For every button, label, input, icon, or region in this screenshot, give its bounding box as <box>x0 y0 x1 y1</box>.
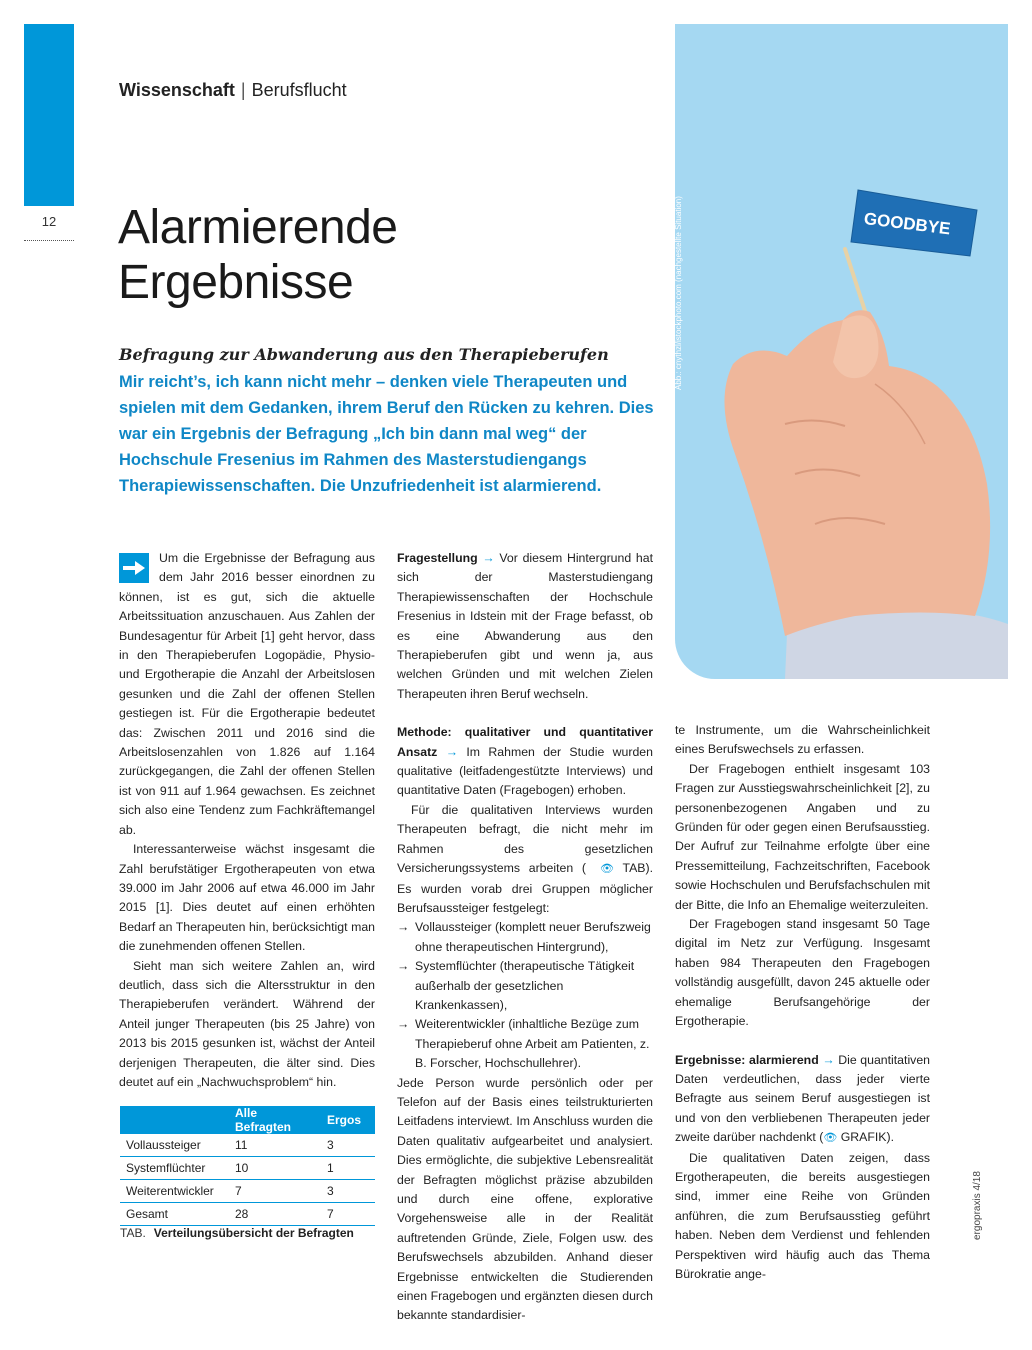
table-cell: 7 <box>321 1203 375 1226</box>
article-column-2 <box>397 549 653 1326</box>
paragraph: Der Fragebogen enthielt insgesamt 103 Fragen zur Ausstiegswahrscheinlichkeit [2], zu personenbezogenen Angaben und zu Gründen für oder gegen einen Berufsausstieg. Der Aufruf zur Teilnahme erfolgte über eine Pressemitteilung, Fachzeitschriften, Facebook sowie Hochschulen und Berufsfachschulen mit der Bitte, die Info an Ehemalige weiterzuleiten. <box>675 761 930 912</box>
section-topic: Berufsflucht <box>251 80 347 100</box>
section-rubric <box>119 80 347 101</box>
arrow-right-icon: → <box>822 1052 835 1067</box>
flag-text: GOODBYE <box>862 209 952 239</box>
section-text: Im Rahmen der Studie wurden qualitative (leitfadengestützte Interviews) und quantitative Daten (Fragebogen) erhoben. <box>397 744 653 798</box>
arrow-right-icon: → <box>445 744 458 759</box>
table-cell: Vollaussteiger <box>120 1134 229 1157</box>
table-cell: Systemflüchter <box>120 1157 229 1180</box>
table-row <box>120 1134 375 1157</box>
table-cell: 1 <box>321 1157 375 1180</box>
arrow-right-icon: → <box>482 551 495 565</box>
headline-line-2: Ergebnisse <box>118 256 354 309</box>
paragraph <box>397 801 653 918</box>
article-subtitle: Befragung zur Abwanderung aus den Therapieberufen <box>119 345 609 364</box>
bullet-arrow: → <box>397 920 410 935</box>
table-cell: 28 <box>229 1203 321 1226</box>
table-cell: 3 <box>321 1134 375 1157</box>
table-cell: Weiterentwickler <box>120 1180 229 1203</box>
headline-line-1: Alarmierende <box>118 201 398 254</box>
paragraph: Um die Ergebnisse der Befragung aus dem Jahr 2016 besser einordnen zu können, ist es gut, sich die aktuelle Arbeitssituation anzuschauen. Aus Zahlen der Bundesagentur für Arbeit [1] geht hervor, dass in den Therapieberufen Logopädie, Physio- und Ergotherapie die Anzahl der Arbeitslosen gesunken und die Zahl der offenen Stellen gestiegen ist. Für die Ergotherapie bedeutet das: Zwischen 2011 und 2016 sind die Arbeitslosenzahlen von 1.826 auf 1.164 zurückgegangen, die Zahl der offenen Stellen ist von 911 auf 1.964 gewachsen. Es zeichnet sich also eine Tendenz zum Fachkräftemangel ab. <box>119 551 375 837</box>
table-cell: 3 <box>321 1180 375 1203</box>
rubric-separator: | <box>240 80 246 100</box>
graphic-reference[interactable]: GRAFIK <box>840 1130 887 1145</box>
article-headline <box>118 200 397 310</box>
paragraph: Interessanterweise wächst insgesamt die Zahl berufstätiger Ergotherapeuten von etwa 39.000 im Jahr 2006 auf etwa 46.000 im Jahr 2015 [1]. Dies deutet auf einen erhöhten Bedarf an Therapeuten hin, berücksichtigt man die zunehmenden offenen Stellen. <box>119 842 375 954</box>
paragraph: te Instrumente, um die Wahrscheinlichkeit eines Berufswechsels zu erfassen. <box>675 723 930 757</box>
page-number-divider <box>24 240 74 241</box>
table-header-cell: Alle Befragten <box>229 1106 321 1134</box>
section-name: Wissenschaft <box>119 80 235 100</box>
section-fragestellung <box>397 549 653 704</box>
bullet-arrow: → <box>397 959 410 974</box>
article-column-1 <box>119 549 375 1092</box>
table-header-cell: Ergos <box>321 1106 375 1134</box>
table-header-row <box>120 1106 375 1134</box>
hero-image <box>675 24 1008 679</box>
list-item <box>397 918 653 957</box>
section-text: Vor diesem Hintergrund hat sich der Masterstudiengang Therapiewissenschaften der Hochschule Fresenius in Idstein mit der Frage befasst, ob es eine Abwanderung aus den Therapieberufen gibt und wenn ja, aus welchen Gründen und mit welchen Zielen Therapeuten ihren Beruf wechseln. <box>397 551 654 701</box>
distribution-table <box>120 1106 375 1226</box>
paragraph-text: Für die qualitativen Interviews wurden Therapeuten befragt, die nicht mehr im Rahmen des gesetzlichen Versicherungssystems arbeiten ( <box>397 802 653 876</box>
list-item <box>397 957 653 1015</box>
section-color-bar <box>24 24 74 206</box>
paragraph: Sieht man sich weitere Zahlen an, wird deutlich, dass sich die Altersstruktur in den Therapieberufen verändert. Während der Anteil junger Therapeuten (bis 25 Jahre) von 2013 bis 2015 gesunken ist, wächst der Anteil derjenigen Therapeuten, die älter sind. Dies deutet auf ein „Nachwuchsproblem“ hin. <box>119 958 375 1089</box>
paragraph: Die qualitativen Daten zeigen, dass Ergotherapeuten, die bereits ausgestiegen sind, immer eine Reihe von Gründen anführen, die zum Berufsausstieg geführt haben. Neben dem Verdienst und fehlenden Perspektiven wird häufig auch das Thema Bürokratie ange- <box>675 1150 930 1281</box>
table-cell: Gesamt <box>120 1203 229 1226</box>
table-row <box>120 1157 375 1180</box>
arrow-right-icon <box>119 553 149 583</box>
table-cell: 10 <box>229 1157 321 1180</box>
table-reference[interactable]: TAB <box>622 861 646 876</box>
paragraph: Jede Person wurde persönlich oder per Telefon auf der Basis eines teilstrukturierten Leitfadens interviewt. Im Anschluss wurden die Daten qualitativ aufgearbeitet und analysiert. Dies ermöglichte, die subjektive Lebensrealität der Befragten möglichst präzise abzubilden und durch eine offene, explorative Vorgehensweise alle in der Realität auftretenden Gründe, Ziele, Folgen usw. des Berufswechsels abzubilden. Anhand dieser Ergebnisse entwickelten die Studierenden einen Fragebogen und ergänzten diesen durch bekannte standardisier- <box>397 1075 653 1323</box>
section-methode <box>397 723 653 801</box>
section-ergebnisse <box>675 1051 930 1149</box>
table-row <box>120 1203 375 1226</box>
image-credit <box>674 196 684 400</box>
caption-tag: TAB. <box>120 1226 146 1240</box>
hand-holding-flag-illustration <box>675 24 1008 679</box>
article-column-3 <box>675 721 930 1284</box>
section-text: Die quantitativen Daten verdeutlichen, dass jeder vierte Befragte aus seinem Beruf ausgestiegen ist und von den verbliebenen Therapeuten jeder zweite darüber nachdenkt ( <box>675 1052 931 1145</box>
article-lead: Mir reicht’s, ich kann nicht mehr – denken viele Therapeuten und spielen mit dem Gedanken, ihrem Beruf den Rücken zu kehren. Dies war ein Ergebnis der Befragung „Ich bin dann mal weg“ der Hochschule Fresenius im Rahmen des Masterstudiengangs Therapiewissenschaften. Die Unzufriedenheit ist alarmierend. <box>119 373 654 495</box>
table-caption <box>120 1226 354 1240</box>
table-cell: 11 <box>229 1134 321 1157</box>
table-cell: 7 <box>229 1180 321 1203</box>
section-text: ). <box>886 1130 895 1145</box>
paragraph: Der Fragebogen stand insgesamt 50 Tage digital im Netz zur Verfügung. Insgesamt haben 984 Therapeuten den Fragebogen vollständig ausgefüllt, davon 245 aktuelle oder ehemalige Berufsangehörige der Ergotherapie. <box>675 917 930 1029</box>
issue-label-text: ergopraxis 4/18 <box>972 1171 983 1240</box>
issue-label <box>972 1171 983 1250</box>
page-number: 12 <box>41 214 57 229</box>
table-header-cell <box>120 1106 229 1134</box>
eye-icon: 👁 <box>823 1132 838 1145</box>
eye-icon: 👁 <box>600 863 614 876</box>
image-credit-text: Abb.: cnythzl/istockphoto.com (nachgestellte Situation) <box>674 196 683 390</box>
table-row <box>120 1180 375 1203</box>
list-item-text: Weiterentwickler (inhaltliche Bezüge zum Therapieberuf ohne Arbeit am Patienten, z. B. Forscher, Hochschullehrer). <box>415 1017 650 1071</box>
section-heading: Methode: qualitativer und quantitativer Ansatz <box>397 725 653 759</box>
bullet-arrow: → <box>397 1017 410 1032</box>
list-item-text: Vollaussteiger (komplett neuer Berufszweig ohne therapeutischen Hintergrund), <box>415 920 651 954</box>
section-heading: Fragestellung <box>397 551 478 565</box>
section-heading: Ergebnisse: alarmierend <box>675 1052 819 1067</box>
list-item <box>397 1015 653 1073</box>
caption-text: Verteilungsübersicht der Befragten <box>153 1226 354 1240</box>
list-item-text: Systemflüchter (therapeutische Tätigkeit außerhalb der gesetzlichen Krankenkassen), <box>415 959 635 1012</box>
paragraph-text: ). Es wurden vorab drei Gruppen möglicher Berufsaussteiger festgelegt: <box>397 861 653 915</box>
